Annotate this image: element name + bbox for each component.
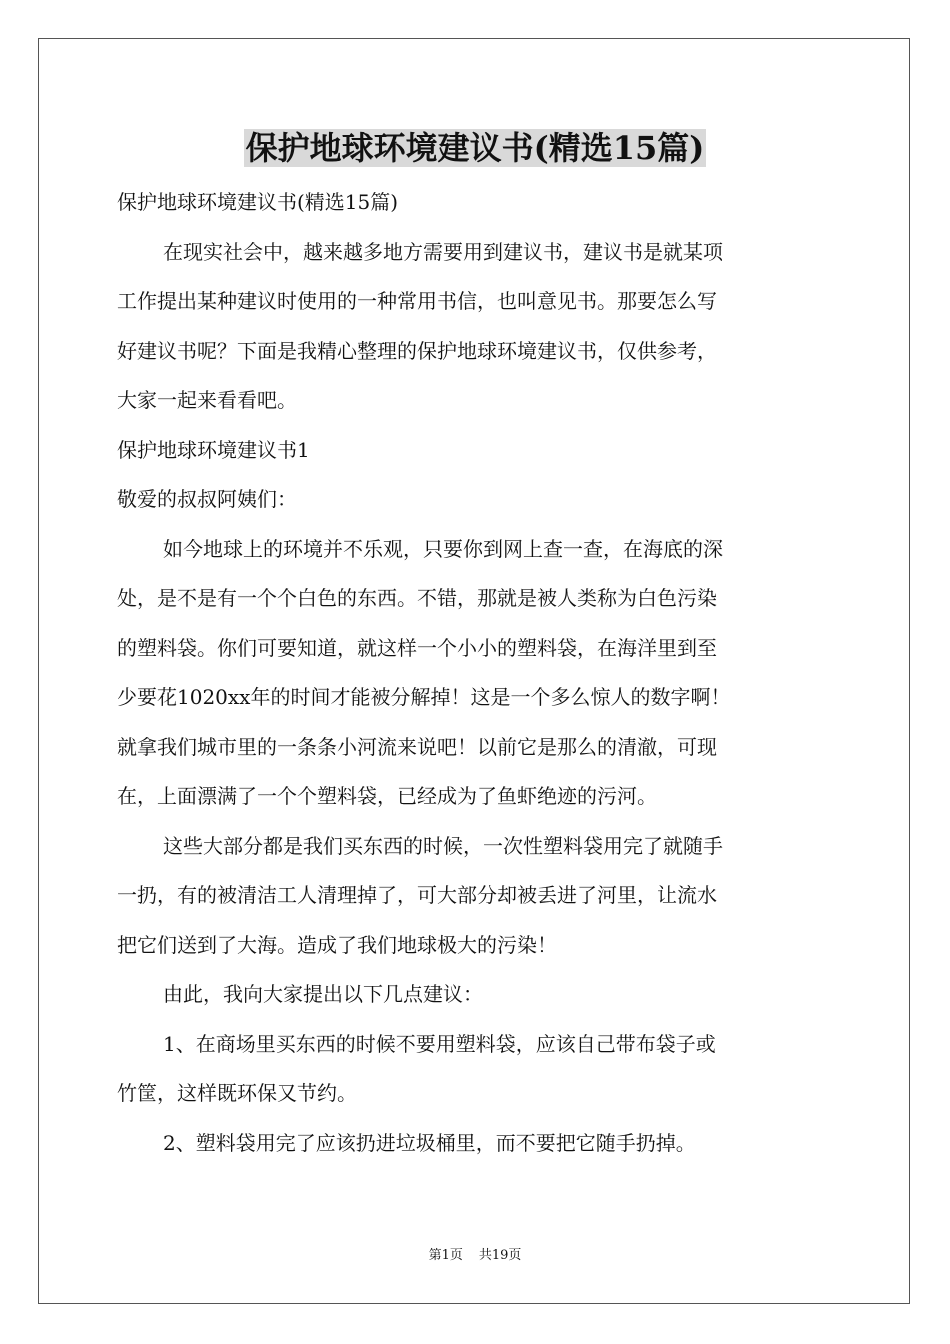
text-line: 在，上面漂满了一个个塑料袋，已经成为了鱼虾绝迹的污河。 [117, 784, 657, 808]
text-line: 保护地球环境建议书1 [117, 437, 310, 462]
text-line: 2、塑料袋用完了应该扔进垃圾桶里，而不要把它随手扔掉。 [163, 1130, 696, 1155]
page-number: 第1页 [428, 1248, 463, 1263]
text-line: 竹筐，这样既环保又节约。 [117, 1081, 357, 1105]
text-line: 在现实社会中，越来越多地方需要用到建议书，建议书是就某项 [163, 239, 723, 264]
text-line: 这些大部分都是我们买东西的时候，一次性塑料袋用完了就随手 [163, 833, 723, 858]
document-body [117, 178, 837, 1168]
text-line: 少要花1020xx年的时间才能被分解掉！这是一个多么惊人的数字啊！ [117, 685, 731, 709]
text-line: 保护地球环境建议书(精选15篇) [117, 190, 399, 214]
page-footer [0, 1247, 950, 1265]
text-line: 把它们送到了大海。造成了我们地球极大的污染！ [117, 932, 557, 957]
page-total: 共19页 [478, 1248, 522, 1263]
text-line: 如今地球上的环境并不乐观，只要你到网上查一查，在海底的深 [163, 536, 723, 561]
document-title [0, 126, 950, 170]
text-line: 工作提出某种建议时使用的一种常用书信，也叫意见书。那要怎么写 [117, 289, 717, 313]
text-line: 由此，我向大家提出以下几点建议： [163, 982, 483, 1006]
document-title-text: 保护地球环境建议书(精选15篇) [245, 129, 705, 167]
text-line: 就拿我们城市里的一条条小河流来说吧！以前它是那么的清澈，可现 [117, 734, 717, 759]
text-line: 大家一起来看看吧。 [117, 388, 297, 412]
text-line: 1、在商场里买东西的时候不要用塑料袋，应该自己带布袋子或 [163, 1031, 716, 1056]
text-line: 敬爱的叔叔阿姨们： [117, 487, 297, 511]
text-line: 处，是不是有一个个白色的东西。不错，那就是被人类称为白色污染 [117, 586, 717, 610]
text-line: 的塑料袋。你们可要知道，就这样一个小小的塑料袋，在海洋里到至 [117, 635, 717, 660]
text-line: 一扔，有的被清洁工人清理掉了，可大部分却被丢进了河里，让流水 [117, 883, 717, 907]
text-line: 好建议书呢？下面是我精心整理的保护地球环境建议书，仅供参考， [117, 338, 717, 363]
